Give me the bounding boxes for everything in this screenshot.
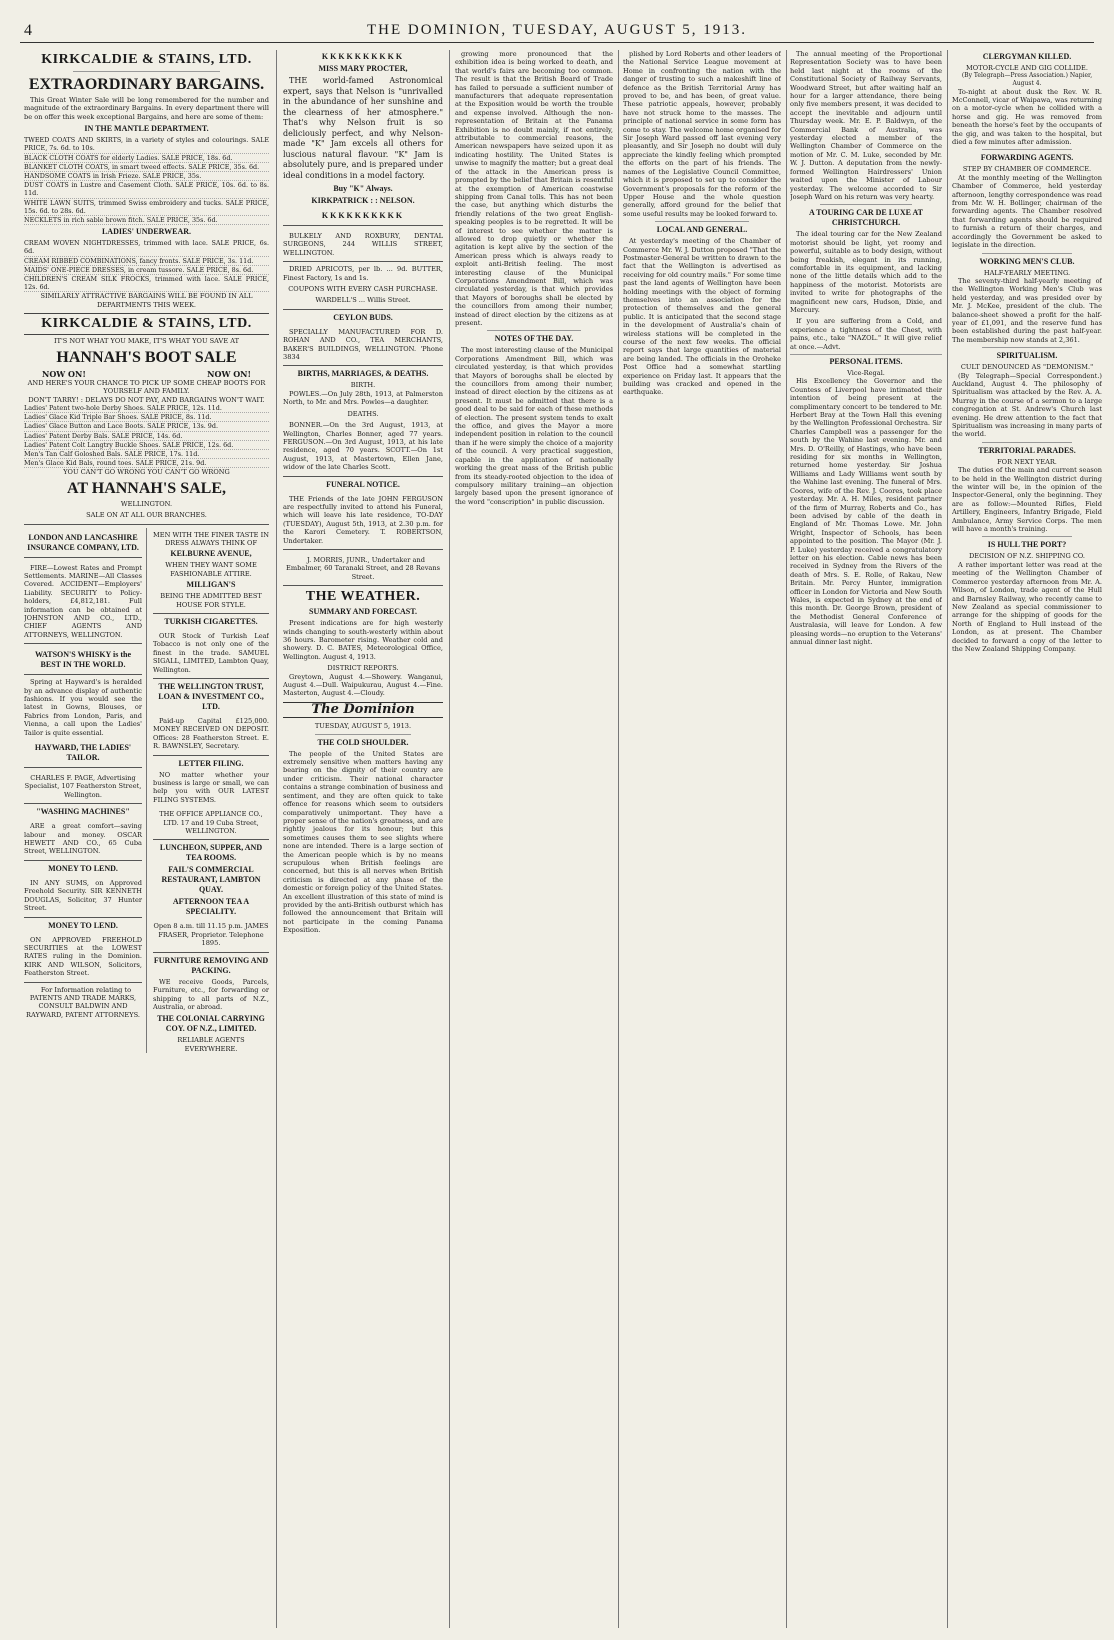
spirit-sub: CULT DENOUNCED AS "DEMONISM."	[960, 363, 1094, 372]
page-number: 4	[24, 22, 32, 39]
local-heading: LOCAL AND GENERAL.	[656, 225, 748, 235]
money-heading-2: MONEY TO LEND.	[48, 920, 118, 930]
hannah-wellington: WELLINGTON.	[120, 499, 173, 508]
underwear-list	[24, 239, 269, 292]
cold-shoulder-text: The people of the United States are extremely sensitive when matters having any bearing on the dignity of their country are under criticism. Their national character contains a strange combination of business and sentiment, and they are often quick to take offence for reasons which seem to outsiders comparatively unimportant. They have a proper sense of the nation's greatness, and are rightly jealous for its honour; but this sometimes causes them to see slights where none are intended. There is a large section of the American people which is by no means scrupulous when British feelings are concerned, but this is all nerves when British criticism is directed at any phase of the domestic or foreign policy of the United States. An excellent illustration of this state of mind is provided by the anti-British outburst which has followed the announcement that Britain will not participate in the coming Panama Exposition.	[283, 749, 443, 935]
dominion-nameplate: The Dominion	[283, 702, 443, 718]
district-heading: DISTRICT REPORTS.	[327, 664, 399, 673]
bargains-heading: EXTRAORDINARY BARGAINS.	[28, 76, 265, 93]
dried-ad: DRIED APRICOTS, per lb. ... 9d. BUTTER, Finest Factory, 1s and 1s.	[283, 265, 443, 282]
working-heading: WORKING MEN'S CLUB.	[979, 256, 1075, 266]
births-heading: BIRTHS, MARRIAGES, & DEATHS.	[297, 369, 429, 379]
divider	[982, 253, 1072, 254]
carrying-sub: RELIABLE AGENTS EVERYWHERE.	[177, 1036, 245, 1053]
ceylon-heading: CEYLON BUDS.	[333, 312, 393, 322]
tea-heading: AFTERNOON TEA A SPECIALITY.	[172, 897, 250, 917]
list-item: WHITE LAWN SUITS, trimmed Swiss embroidery and tucks. SALE PRICE, 15s. 6d. to 28s. 6d.	[24, 198, 269, 215]
milligan-ad	[153, 528, 269, 614]
milligan-line: BEING THE ADMITTED BEST HOUSE FOR STYLE.	[160, 592, 262, 609]
bulkely-ad: BULKELY AND ROXBURY, DENTAL SURGEONS, 244 WILLIS STREET, WELLINGTON.	[283, 229, 443, 262]
kkk-border: KKKKKKKKKK	[321, 52, 405, 61]
patents-ad: For Information relating to PATENTS AND TRADE MARKS, CONSULT BALDWIN AND RAYWARD, PATENT ATTORNEYS.	[26, 985, 140, 1019]
list-item: CREAM WOVEN NIGHTDRESSES, trimmed with lace. SALE PRICE, 6s. 6d.	[24, 239, 269, 256]
editorial-continued: growing more pronounced that the exhibition idea is being worked to death, and that world's fairs are becoming too common. The result is that the British Board of Trade has failed to persuade a sufficient number of manufacturers that adequate representation at the Exposition would be worth the trouble and expense involved. Although the non-representation of Britain at the Panama Exhibition is no doubt mainly, if not entirely, attributable to commercial reasons, the American newspapers have seized upon it as indicating hostility. The United States is unwise to magnify the matter; but a great deal of the attack in the American press is prompted by the belief that Britain is resentful at the exemption of American coastwise shipping from Canal tolls. This has not been the case, but anything which disturbs the friendly relations of the two great English-speaking peoples is to be regretted. It will be of interest to see whether the matter is allowed to drop quietly or whether the agitation is kept alive by the section of the American press which is always ready to exploit anti-British feeling. The most interesting clause of the Municipal Corporations Amendment Bill, which was circulated yesterday, is that which provides that Mayors of boroughs shall be elected by the councillors from among their number, instead of direct election by the citizens as at present.	[455, 50, 613, 327]
funeral-text: THE Friends of the late JOHN FERGUSON are respectfully invited to attend his Funeral, which will leave his late residence, TO-DAY (TUESDAY), August 5th, 1913, at 2.30 p.m. for the Karori Cemetery. T. ROBERTSON, Undertaker.	[283, 492, 443, 550]
money-heading: MONEY TO LEND.	[48, 863, 118, 873]
list-item: MAIDS' ONE-PIECE DRESSES, in cream tussore. SALE PRICE, 8s. 6d.	[24, 266, 269, 275]
touring-car-heading: A TOURING CAR DE LUXE AT CHRISTCHURCH.	[808, 208, 924, 228]
list-item: Ladies' Patent Colt Langtry Buckle Shoes. SALE PRICE, 12s. 6d.	[24, 441, 269, 450]
list-item: DUST COATS in Lustre and Casement Cloth. SALE PRICE, 10s. 6d. to 8s. 11d.	[24, 181, 269, 198]
hull-heading: IS HULL THE PORT?	[987, 540, 1067, 550]
list-item: BLACK CLOTH COATS for elderly Ladies. SALE PRICE, 18s. 6d.	[24, 154, 269, 163]
column-rule	[618, 50, 619, 1628]
money-text-2: ON APPROVED FREEHOLD SECURITIES at the LOWEST RATES ruling in the Dominion. KIRK AND WILSON, Solicitors, Featherston Street.	[24, 933, 142, 983]
spirit-text: (By Telegraph—Special Correspondent.) Auckland, August 4. The philosophy of Spiritualism was attacked by the Rev. A. A. Murray in the course of a sermon to a large congregation at St. Andrew's Church last evening. He drew attention to the fact that Spiritualism was increasing in many parts of the world.	[952, 371, 1102, 439]
ad-subcolumn-right	[153, 528, 269, 1054]
mantle-heading: IN THE MANTLE DEPARTMENT.	[84, 124, 209, 134]
spirit-heading: SPIRITUALISM.	[996, 351, 1058, 361]
cant-go-wrong: YOU CAN'T GO WRONG YOU CAN'T GO WRONG	[63, 468, 230, 477]
touring-car-text: The ideal touring car for the New Zealand motorist should be light, yet roomy and powerful, suitable as to body design, without being freakish, elegant in its running, comfortable in its equipment, and lacking none of the little details which add to the happiness of the motorist. Motorists are invited to write for photographs of the magnificent new cars, Hudson, Dixie, and Mercury.	[790, 230, 942, 314]
list-item: Ladies' Patent Derby Bals. SALE PRICE, 14s. 6d.	[24, 432, 269, 441]
ceylon-text: SPECIALLY MANUFACTURED FOR D. ROHAN AND CO., TEA MERCHANTS, BAKER'S BUILDINGS, WELLINGTON. 'Phone 3834	[283, 325, 443, 367]
list-item: Ladies' Patent two-hole Derby Shoes. SALE PRICE, 12s. 11d.	[24, 404, 269, 413]
morris-ad: J. MORRIS, JUNR., Undertaker and Embalmer, 60 Taranaki Street, and 28 Revans Street.	[283, 553, 443, 586]
ad-subcolumn-left	[24, 528, 147, 1054]
column-2	[283, 50, 443, 1630]
birth-text: POWLES.—On July 28th, 1913, at Palmerston North, to Mr. and Mrs. Powles—a daughter.	[283, 389, 443, 407]
similar-note: SIMILARLY ATTRACTIVE BARGAINS WILL BE FOUND IN ALL DEPARTMENTS THIS WEEK.	[40, 292, 253, 309]
letter-heading: LETTER FILING.	[178, 758, 244, 768]
territorial-text: The duties of the main and current season to be held in the Wellington district during the winter will be, in the opinion of the Inspector-General, only the beginning. They are as follow:—Mounted Rifles, Field Artillery, Engineers, Infantry Brigade, Field Ambulance, Army Service Corps. The men will have a month's training.	[952, 466, 1102, 534]
divider	[982, 536, 1072, 537]
vice-regal: Vice-Regal.	[847, 369, 885, 377]
divider	[820, 204, 911, 205]
hannah-top: IT'S NOT WHAT YOU MAKE, IT'S WHAT YOU SAVE AT	[53, 337, 240, 346]
representation-text: The annual meeting of the Proportional Representation Society was to have been held last night at the rooms of the Constitutional Society of Railway Servants, Woodward Street, but after waiting half an hour for a larger attendance, there being only five members present, it was decided to accept the inevitable and adjourn until Thursday week. Mr. E. P. Baldwyn, of the Commercial Bank of Australia, was yesterday elected a member of the Wellington Chamber of Commerce on the motion of Mr. C. M. Luke, seconded by Mr. W. J. Dutton. A deputation from the newly-formed Wellington Hairdressers' Union waited upon the Minister of Labour yesterday. The welcome accorded to Sir Joseph Ward on his return was very hearty.	[790, 50, 942, 201]
notes-continued: plished by Lord Roberts and other leaders of the National Service League movement at Home in confronting the nation with the danger of trusting to such a makeshift line of defence as the British Territorial Army has proved to be, and has been, of great value. These patriotic appeals, however, probably have not struck home to the masses. The principle of national service in some form has come to stay. The welcome home organised for Sir Joseph Ward passed off last evening very pleasantly, and Sir Joseph no doubt will duly appreciate the kindly feeling which prompted the efforts on the part of his friends. The names of the Legislative Council Committee, which it is proposed to set up to consider the Government's proposals for the reform of the Upper House and the whole question generally, afford ground for the belief that some useful results may be looked forward to.	[623, 50, 781, 218]
page-ad: CHARLES F. PAGE, Advertising Specialist, 107 Featherston Street, Wellington.	[24, 771, 142, 804]
washing-heading: "WASHING MACHINES"	[36, 807, 130, 817]
list-item: CHILDREN'S CREAM SILK FROCKS, trimmed with lace. SALE PRICE, 12s. 6d.	[24, 275, 269, 292]
divider	[315, 734, 411, 735]
proctor-heading: MISS MARY PROCTER,	[318, 64, 408, 73]
now-on-left: NOW ON!	[42, 368, 86, 379]
list-item: Men's Tan Calf Goloshed Bals. SALE PRICE, 17s. 11d.	[24, 450, 269, 459]
trust-heading: THE WELLINGTON TRUST, LOAN & INVESTMENT CO., LTD.	[158, 682, 264, 712]
hannah-title: HANNAH'S BOOT SALE	[56, 348, 237, 366]
nazol-ad: If you are suffering from a Cold, and experience a tightness of the Chest, with pains, etc., take "NAZOL." It will give relief at once.—Advt.	[790, 317, 942, 351]
milligan-line: MEN WITH THE FINER TASTE IN DRESS ALWAYS THINK OF	[153, 530, 269, 547]
column-rule	[276, 50, 277, 1628]
insurance-text: FIRE—Lowest Rates and Prompt Settlements. MARINE—All Classes Covered. ACCIDENT—Employers' Liability. SECURITY to Policy-holders, £4,812,181. Full information can be obtained at JOHNSTON AND CO., LTD., CHIEF AGENTS AND ATTORNEYS, WELLINGTON.	[24, 561, 142, 645]
funeral-heading: FUNERAL NOTICE.	[326, 479, 400, 489]
divider	[982, 347, 1072, 348]
ad-column-1	[24, 50, 269, 1630]
list-item: Men's Glace Kid Bals, round toes. SALE PRICE, 21s. 9d.	[24, 459, 269, 468]
milligan-line: KELBURNE AVENUE,	[170, 549, 252, 559]
hannah-sub: AND HERE'S YOUR CHANCE TO PICK UP SOME CHEAP BOOTS FOR YOURSELF AND FAMILY.	[27, 378, 266, 396]
masthead-title: THE DOMINION, TUESDAY, AUGUST 5, 1913.	[366, 22, 748, 38]
divider	[982, 442, 1072, 443]
hayward-text: Spring at Hayward's is heralded by an advance display of authentic fashions. If you would see the latest in Gowns, Blouses, or Fabrics from London, Paris, and Vienna, a call upon the Ladies' Tailor is quite essential.	[24, 678, 142, 737]
dont-tarry: DON'T TARRY! : DELAYS DO NOT PAY, AND BARGAINS WON'T WAIT.	[28, 395, 265, 404]
trust-text: Paid-up Capital £125,000. MONEY RECEIVED ON DEPOSIT. Offices: 28 Featherston Street. E. R. BAWNSLEY, Secretary.	[153, 714, 269, 756]
local-text: At yesterday's meeting of the Chamber of Commerce Mr. W. J. Dutton proposed "That the Postmaster-General be written to drawn to the fact that the Wellington is advertised as receiving for old country mails." For some time past the land agents of Wellington have been holding meetings with the object of forming themselves into an association for the protection of themselves and the general public. It is anticipated that the second stage in the development of Australia's chain of wireless stations will be completed in the course of the next few weeks. The official report says that large quantities of material are being landed. The officials in the Oroheke Post Office had a somewhat startling experience on Friday last. It appears that the building was cracked and opened in the earthquake.	[623, 237, 781, 397]
deaths-subheading: DEATHS.	[347, 409, 379, 418]
furniture-heading: FURNITURE REMOVING AND PACKING.	[153, 955, 269, 975]
column-5	[790, 50, 942, 1630]
hayward-title: HAYWARD, THE LADIES' TAILOR.	[24, 740, 142, 768]
office-ad: THE OFFICE APPLIANCE CO., LTD. 17 and 19 Cuba Street, WELLINGTON.	[153, 807, 269, 840]
working-sub: HALF-YEARLY MEETING.	[983, 268, 1071, 277]
notes-heading: NOTES OF THE DAY.	[494, 334, 574, 344]
furniture-text: WE receive Goods, Parcels, Furniture, etc., for forwarding or shipping to all parts of N.Z., Australia, or abroad.	[153, 977, 269, 1011]
weather-heading: THE WEATHER.	[305, 589, 421, 605]
column-6	[952, 50, 1102, 1630]
hull-text: A rather important letter was read at the meeting of the Wellington Chamber of Commerce yesterday afternoon from Mr. A. Wilson, of London, trade agent of the Hull and Barnsley Railway, who recently came to New Zealand as special commissioner to arrange for the shipping of goods for the North of England to Hull instead of the London, as at present. The Chamber decided to forward a copy of the letter to the New Zealand Shipping Company.	[952, 560, 1102, 653]
weather-text: Present indications are for high westerly winds changing to south-westerly within about 36 hours. Barometer rising. Weather cold and showery. D. C. BATES, Meteorological Office, Wellington. August 4, 1913.	[283, 619, 443, 661]
turkish-text: OUR Stock of Turkish Leaf Tobacco is not only one of the finest in the trade. SAMUEL SIGALL, LIMITED, Lambton Quay, Wellington.	[153, 629, 269, 679]
dateline: TUESDAY, AUGUST 5, 1913.	[314, 722, 412, 731]
divider	[487, 330, 582, 331]
fails-text: Open 8 a.m. till 11.15 p.m. JAMES FRASER, Proprietor. Telephone 1895.	[153, 919, 269, 952]
list-item: TWEED COATS AND SKIRTS, in a variety of styles and colourings. SALE PRICE, 7s. 6d. to 10s.	[24, 136, 269, 153]
turkish-heading: TURKISH CIGARETTES.	[164, 616, 258, 626]
milligan-line: WHEN THEY WANT SOME FASHIONABLE ATTIRE.	[165, 561, 257, 578]
carrying-heading: THE COLONIAL CARRYING COY. OF N.Z., LIMITED.	[157, 1014, 265, 1034]
now-on-right: NOW ON!	[207, 368, 251, 379]
divider	[655, 221, 750, 222]
boot-list	[24, 404, 269, 468]
money-text: IN ANY SUMS, on Approved Freehold Security. SIR KENNETH DOUGLAS, Solicitor, 37 Hunter Street.	[24, 876, 142, 918]
insurance-heading: LONDON AND LANCASHIRE INSURANCE COMPANY, LTD.	[24, 530, 142, 558]
clergy-sub: MOTOR-CYCLE AND GIG COLLIDE.	[966, 64, 1088, 72]
forecast-heading: SUMMARY AND FORECAST.	[309, 607, 417, 617]
column-rule	[947, 50, 948, 1628]
column-rule	[449, 50, 450, 1628]
luncheon-heading: LUNCHEON, SUPPER, AND TEA ROOMS.	[159, 843, 263, 863]
personal-text: His Excellency the Governor and the Countess of Liverpool have intimated their intention of being present at the complimentary concert to be tendered to Mr. Herbert Bray at the Town Hall this evening by the Wellington Professional Orchestra. Sir Charles Campbell was a passenger for the south by the Wahine last evening. Mr. and Mrs. D. O'Reilly, of Hastings, who have been residing for six months in Wellington, returned home yesterday. Sir Joshua Williams and Lady Williams went south by the Wahine last evening. The funeral of Mrs. Coores, wife of the Rev. J. Coores, took place yesterday. Mr. A. H. Miles, resident partner of the firm of Murray, Roberts and Co., has been advised by cable of the death in England of Mr. Thomas Lowe. Mr. John Wright, Inspector of Schools, has been appointed to the position. The Mayor (Mr. J. P. Luke) yesterday received a congratulatory letter on his election. Cable news has been received in Sydney from the Rivers of the death of Mrs. S. E. Rolle, of Rakau, New Britain. Mr. Percy Hunter, immigration officer in London for Victoria and New South Wales, is expected in Sydney at the end of this month. Dr. George Brown, president of the Methodist General Conference of Australasia, will leave for London. A few pleasing words—no eruption to the Veterans' annual dinner last night.	[790, 377, 942, 646]
territorial-sub: FOR NEXT YEAR.	[997, 457, 1057, 466]
list-item: Ladies' Glace Button and Lace Boots. SALE PRICE, 13s. 9d.	[24, 422, 269, 431]
working-text: The seventy-third half-yearly meeting of the Wellington Working Men's Club was held yesterday, and was presided over by Mr. J. McKee, president of the club. The balance-sheet showed a profit for the half-year of £1,091, and the reserve fund has been established during the past half-year. The membership now stands at 2,361.	[952, 276, 1102, 344]
clergy-text: To-night at about dusk the Rev. W. R. McConnell, vicar of Waipawa, was returning on a motor-cycle when he collided with a horse and gig. He was removed from beneath the horse's feet by the occupants of the gig, and was taken to the hospital, but died a few minutes after admission.	[952, 87, 1102, 147]
bargains-intro: This Great Winter Sale will be long remembered for the number and magnitude of the extraordinary Bargains. In every department there will be on offer this week exceptional Bargains, and here are some of them:	[24, 96, 269, 121]
list-item: NECKLETS in rich sable brown fitch. SALE PRICE, 35s. 6d.	[24, 216, 269, 225]
clergy-heading: CLERGYMAN KILLED.	[982, 52, 1072, 61]
kirkpatrick: KIRKPATRICK : : NELSON.	[311, 196, 415, 205]
underwear-heading: LADIES' UNDERWEAR.	[101, 227, 192, 237]
letter-text: NO matter whether your business is large or small, we can help you with OUR LATEST FILING SYSTEMS.	[153, 770, 269, 804]
coupons-ad: COUPONS WITH EVERY CASH PURCHASE.	[288, 285, 438, 294]
at-hannahs-sale: AT HANNAH'S SALE,	[67, 479, 226, 497]
divider	[982, 149, 1072, 150]
fails-heading: FAIL'S COMMERCIAL RESTAURANT, LAMBTON QUAY.	[161, 865, 261, 895]
kirkcaldie-title-2: KIRKCALDIE & STAINS, LTD.	[24, 313, 269, 335]
column-3	[455, 50, 613, 1630]
forwarding-sub: STEP BY CHAMBER OF COMMERCE.	[962, 165, 1092, 174]
divider	[73, 71, 220, 72]
list-item: HANDSOME COATS in Irish Frieze. SALE PRICE, 35s.	[24, 172, 269, 181]
kirkcaldie-title: KIRKCALDIE & STAINS, LTD.	[41, 52, 252, 67]
cold-shoulder-heading: THE COLD SHOULDER.	[317, 737, 409, 747]
notes-text: The most interesting clause of the Municipal Corporations Amendment Bill, which was circulated yesterday, is that which provides that Mayors of boroughs shall be elected by the councillors from among their number, instead of direct election by the citizens as at present. It must be admitted that there is a good deal to be said for each of these methods of election. The present system tends to exalt the office, and gives the Mayor a more independent position in relation to the council than if he were simply the choice of a majority of the council. A very practical suggestion, capable in the application of nationally working the great mass of the British public from its steady-rooted objection to the idea of compulsory military training—an objection largely based upon the present ignorance of the word "conscription" in public discussion.	[455, 346, 613, 506]
column-rule	[786, 50, 787, 1628]
mantle-list	[24, 136, 269, 225]
territorial-heading: TERRITORIAL PARADES.	[978, 445, 1076, 455]
masthead	[20, 22, 1094, 43]
list-item: BLANKET CLOTH COATS, in smart tweed effects. SALE PRICE, 35s. 6d.	[24, 163, 269, 172]
milligan-line: MILLIGAN'S	[186, 580, 236, 590]
now-on-row	[24, 369, 269, 379]
list-item: CREAM RIBBED COMBINATIONS, fancy fronts. SALE PRICE, 3s. 11d.	[24, 257, 269, 266]
deaths-text: BONNER.—On the 3rd August, 1913, at Wellington, Charles Bonner, aged 77 years. FERGUSON.—On 3rd August, 1913, at his late residence, aged 70 years. SCOTT.—On 1st August, 1913, at Mastertown, Ellen Jane, widow of the late Charles Scott.	[283, 418, 443, 476]
forwarding-heading: FORWARDING AGENTS.	[980, 153, 1074, 163]
forwarding-text: At the monthly meeting of the Wellington Chamber of Commerce, held yesterday afternoon, lengthy correspondence was read from Mr. W. H. Bollinger, chairman of the forwarding agents. The Chamber resolved that forwarding agents should be required to furnish a return of their charges, and accordingly the Government be asked to legislate in the direction.	[952, 173, 1102, 250]
column-5-lower	[790, 354, 942, 646]
list-item: Ladies' Glace Kid Triple Bar Shoes. SALE PRICE, 8s. 11d.	[24, 413, 269, 422]
washing-text: ARE a great comfort—saving labour and money. OSCAR HEWETT AND CO., 65 Cuba Street, WELLINGTON.	[24, 819, 142, 861]
wardell-ad: WARDELL'S ... Willis Street.	[283, 293, 443, 309]
watson-ad: WATSON'S WHISKY is the BEST IN THE WORLD.	[24, 647, 142, 675]
personal-heading: PERSONAL ITEMS.	[829, 357, 903, 366]
column-4	[623, 50, 781, 1630]
district-text: Greytown, August 4.—Showery. Wanganui, August 4.—Dull. Waipukurau, August 4.—Fine. Masterton, August 4.—Cloudy.	[283, 672, 443, 698]
clergy-press: (By Telegraph—Press Association.) Napier, August 4.	[961, 72, 1093, 87]
birth-subheading: BIRTH.	[350, 381, 376, 390]
proctor-text: THE world-famed Astronomical expert, says that Nelson is "unrivalled in the abundance of her sunshine and the clearness of her atmosphere." That's why Nelson fruit is so deliciously perfect, and why Nelson-made "K" Jam excels all others for luscious natural flavour. "K" Jam is absolutely pure, and is prepared under ideal conditions in a model factory.	[283, 76, 443, 180]
kkk-border-2: KKKKKKKKKK	[283, 208, 443, 226]
hull-sub: DECISION OF N.Z. SHIPPING CO.	[969, 552, 1085, 561]
buy-k: Buy "K" Always.	[333, 184, 393, 193]
branches-note: SALE ON AT ALL OUR BRANCHES.	[24, 508, 269, 524]
